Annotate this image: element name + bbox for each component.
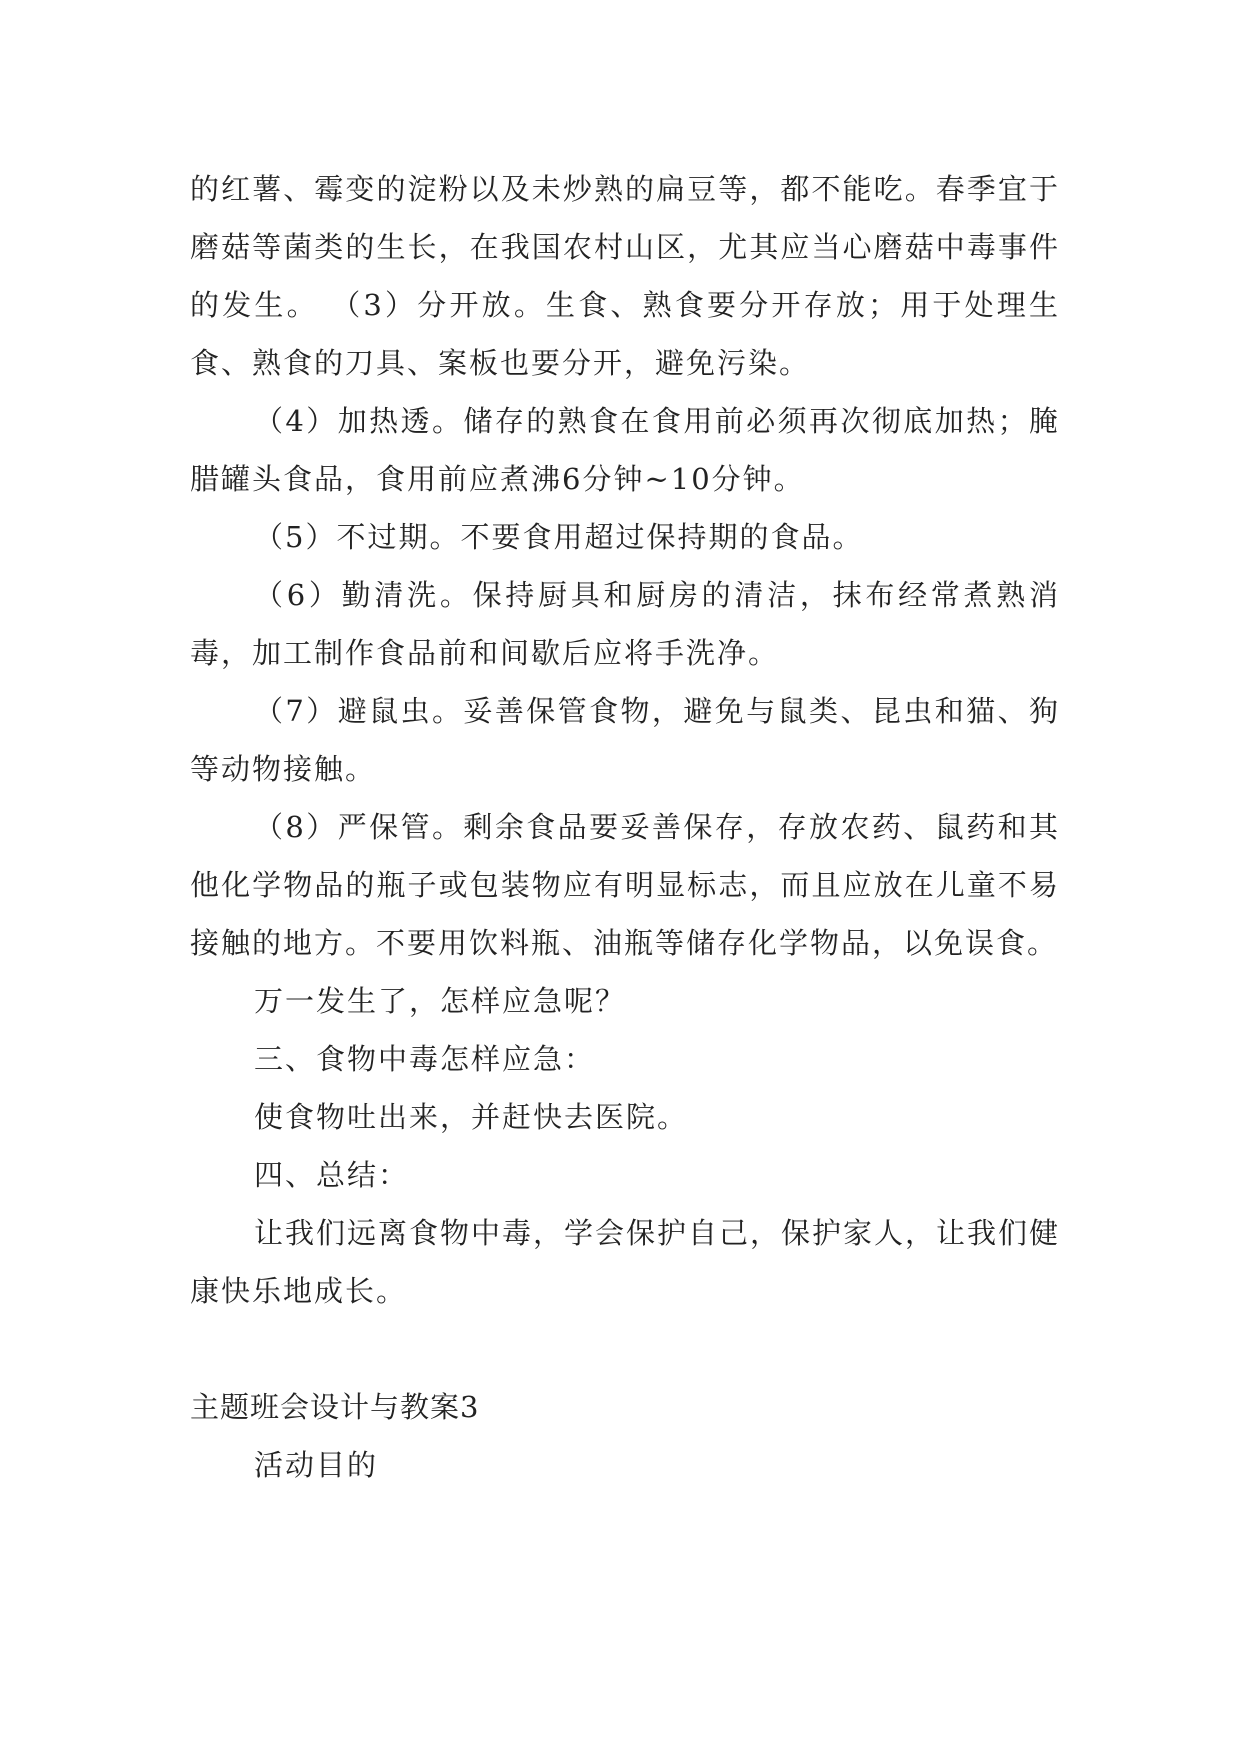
paragraph-continuation: 的红薯、霉变的淀粉以及未炒熟的扁豆等，都不能吃。春季宜于磨菇等菌类的生长，在我国农村山区，尤其应当心磨菇中毒事件的发生。 （3）分开放。生食、熟食要分开存放；用于处理生食、熟食的刀具、案板也要分开，避免污染。 bbox=[190, 172, 1060, 380]
paragraph-emergency: 使食物吐出来，并赶快去医院。 bbox=[254, 1100, 689, 1134]
paragraph-item-4: （4）加热透。储存的熟食在食用前必须再次彻底加热；腌腊罐头食品，食用前应煮沸6分钟~10分钟。 bbox=[190, 404, 1060, 496]
paragraph-item-8: （8）严保管。剩余食品要妥善保存，存放农药、鼠药和其他化学物品的瓶子或包装物应有明显标志，而且应放在儿童不易接触的地方。不要用饮料瓶、油瓶等储存化学物品，以免误食。 bbox=[190, 810, 1060, 960]
section-first-line: 活动目的 bbox=[254, 1448, 379, 1482]
section-heading-four: 四、总结： bbox=[254, 1158, 410, 1192]
paragraph-item-7: （7）避鼠虫。妥善保管食物，避免与鼠类、昆虫和猫、狗等动物接触。 bbox=[190, 694, 1060, 786]
section-gap bbox=[190, 1320, 1060, 1378]
paragraph-question: 万一发生了，怎样应急呢？ bbox=[254, 984, 627, 1018]
paragraph-summary: 让我们远离食物中毒，学会保护自己，保护家人，让我们健康快乐地成长。 bbox=[190, 1216, 1061, 1308]
section-heading-three: 三、食物中毒怎样应急： bbox=[254, 1042, 596, 1076]
paragraph-item-5: （5）不过期。不要食用超过保持期的食品。 bbox=[254, 520, 864, 554]
document-body bbox=[190, 160, 1060, 1494]
section-title: 主题班会设计与教案3 bbox=[190, 1390, 480, 1424]
paragraph-item-6: （6）勤清洗。保持厨具和厨房的清洁，抹布经常煮熟消毒，加工制作食品前和间歇后应将手洗净。 bbox=[190, 578, 1060, 670]
